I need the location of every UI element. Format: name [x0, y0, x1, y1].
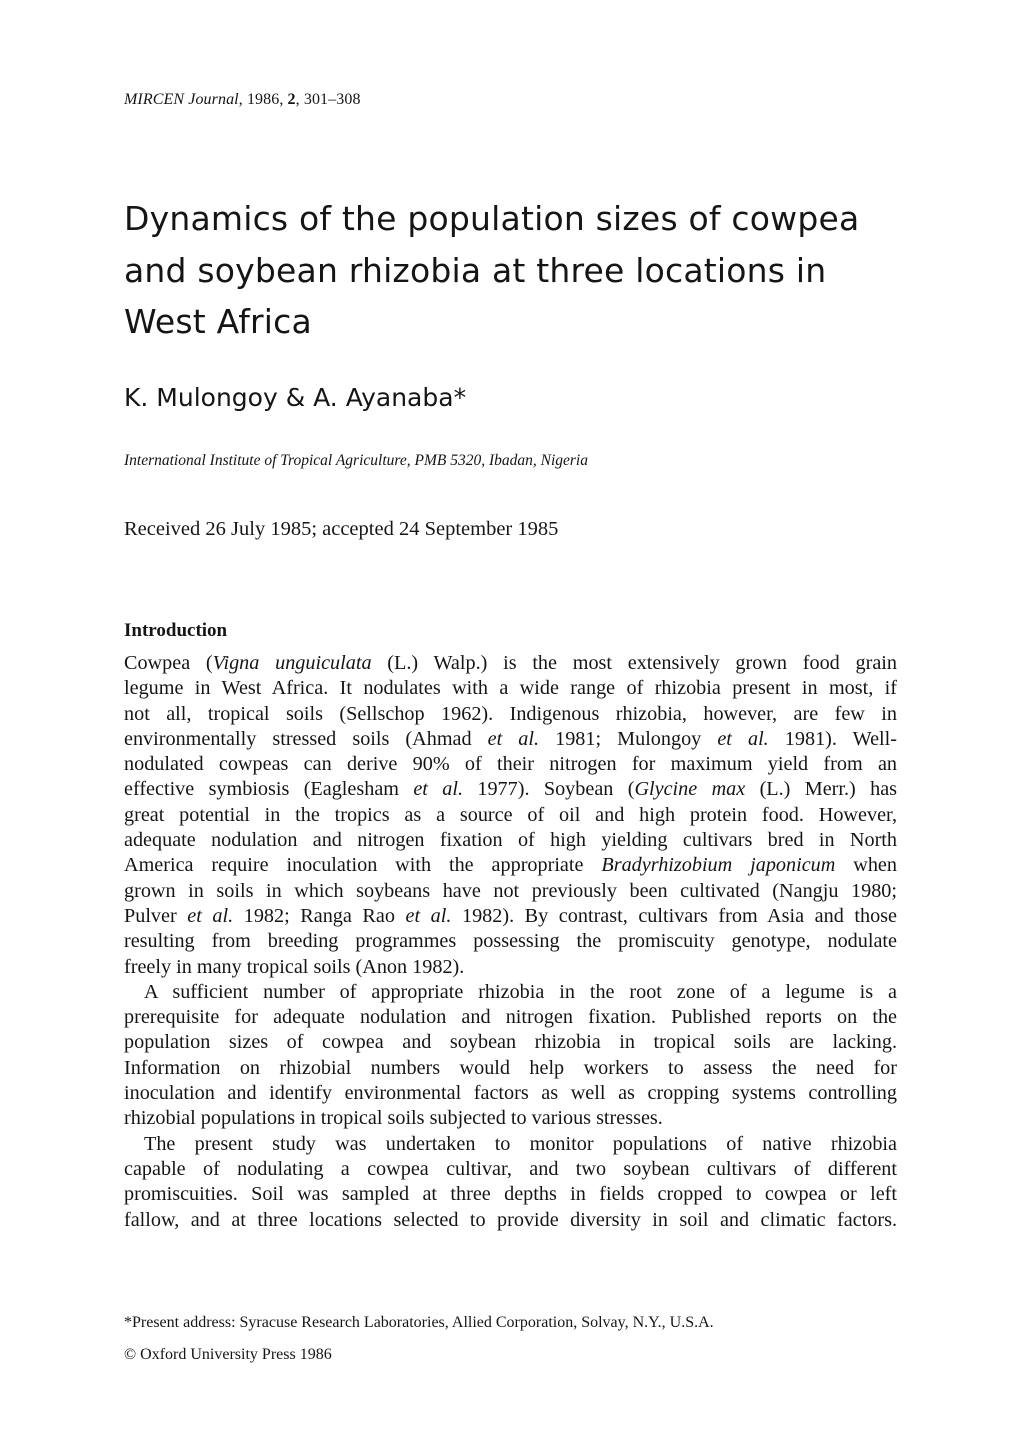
journal-name: MIRCEN Journal	[124, 91, 239, 108]
text-line: population sizes of cowpea and soybean rhizobia in tropical soils are lacking.	[124, 1031, 897, 1054]
text-line: rhizobial populations in tropical soils subjected to various stresses.	[124, 1107, 663, 1130]
text-line: legume in West Africa. It nodulates with a wide range of rhizobia present in most, if	[124, 677, 897, 700]
text-line: effective symbiosis (Eaglesham et al. 1977). Soybean (Glycine max (L.) Merr.) has	[124, 778, 898, 801]
introduction-body	[124, 651, 897, 1233]
authors: K. Mulongoy & A. Ayanaba*	[124, 383, 467, 412]
text-line: America require inoculation with the appropriate Bradyrhizobium japonicum when	[124, 854, 897, 877]
title-line: Dynamics of the population sizes of cowpea	[124, 199, 860, 238]
text-line: Pulver et al. 1982; Ranga Rao et al. 1982). By contrast, cultivars from Asia and those	[124, 904, 897, 927]
text-line: The present study was undertaken to monitor populations of native rhizobia	[144, 1132, 897, 1155]
text-line: A sufficient number of appropriate rhizobia in the root zone of a legume is a	[144, 980, 897, 1003]
text-line: capable of nodulating a cowpea cultivar, and two soybean cultivars of different	[124, 1157, 897, 1180]
footnote-present-address: *Present address: Syracuse Research Laboratories, Allied Corporation, Solvay, N.Y., U.S.A.	[124, 1314, 714, 1331]
title-line: West Africa	[124, 302, 312, 341]
text-line: promiscuities. Soil was sampled at three depths in fields cropped to cowpea or left	[124, 1183, 897, 1206]
text-line: freely in many tropical soils (Anon 1982).	[124, 955, 465, 978]
journal-year: 1986	[246, 91, 280, 108]
text-line: not all, tropical soils (Sellschop 1962). Indigenous rhizobia, however, are few in	[124, 702, 897, 725]
received-dates: Received 26 July 1985; accepted 24 September 1985	[124, 518, 559, 540]
text-line: Cowpea (Vigna unguiculata (L.) Walp.) is the most extensively grown food grain	[124, 652, 897, 674]
text-line: inoculation and identify environmental factors as well as cropping systems controlling	[124, 1082, 897, 1105]
copyright-notice: © Oxford University Press 1986	[124, 1346, 332, 1363]
section-heading-introduction: Introduction	[124, 620, 228, 641]
journal-citation: MIRCEN Journal, 1986, 2, 301–308	[124, 91, 361, 108]
text-line: great potential in the tropics as a source of oil and high protein food. However,	[124, 803, 897, 826]
affiliation: International Institute of Tropical Agriculture, PMB 5320, Ibadan, Nigeria	[124, 452, 588, 469]
text-line: Information on rhizobial numbers would help workers to assess the need for	[124, 1056, 897, 1079]
text-line: resulting from breeding programmes possessing the promiscuity genotype, nodulate	[124, 930, 897, 953]
journal-volume: 2	[287, 91, 296, 108]
text-line: fallow, and at three locations selected to provide diversity in soil and climatic factors.	[124, 1208, 897, 1231]
title-line: and soybean rhizobia at three locations in	[124, 250, 827, 290]
paper-title	[124, 193, 924, 348]
text-line: environmentally stressed soils (Ahmad et al. 1981; Mulongoy et al. 1981). Well-	[124, 727, 897, 750]
journal-pages: 301–308	[303, 91, 361, 108]
text-line: grown in soils in which soybeans have not previously been cultivated (Nangju 1980;	[124, 879, 897, 902]
text-line: nodulated cowpeas can derive 90% of their nitrogen for maximum yield from an	[124, 753, 897, 776]
text-line: prerequisite for adequate nodulation and nitrogen fixation. Published reports on the	[124, 1006, 897, 1029]
text-line: adequate nodulation and nitrogen fixation of high yielding cultivars bred in North	[124, 829, 897, 852]
